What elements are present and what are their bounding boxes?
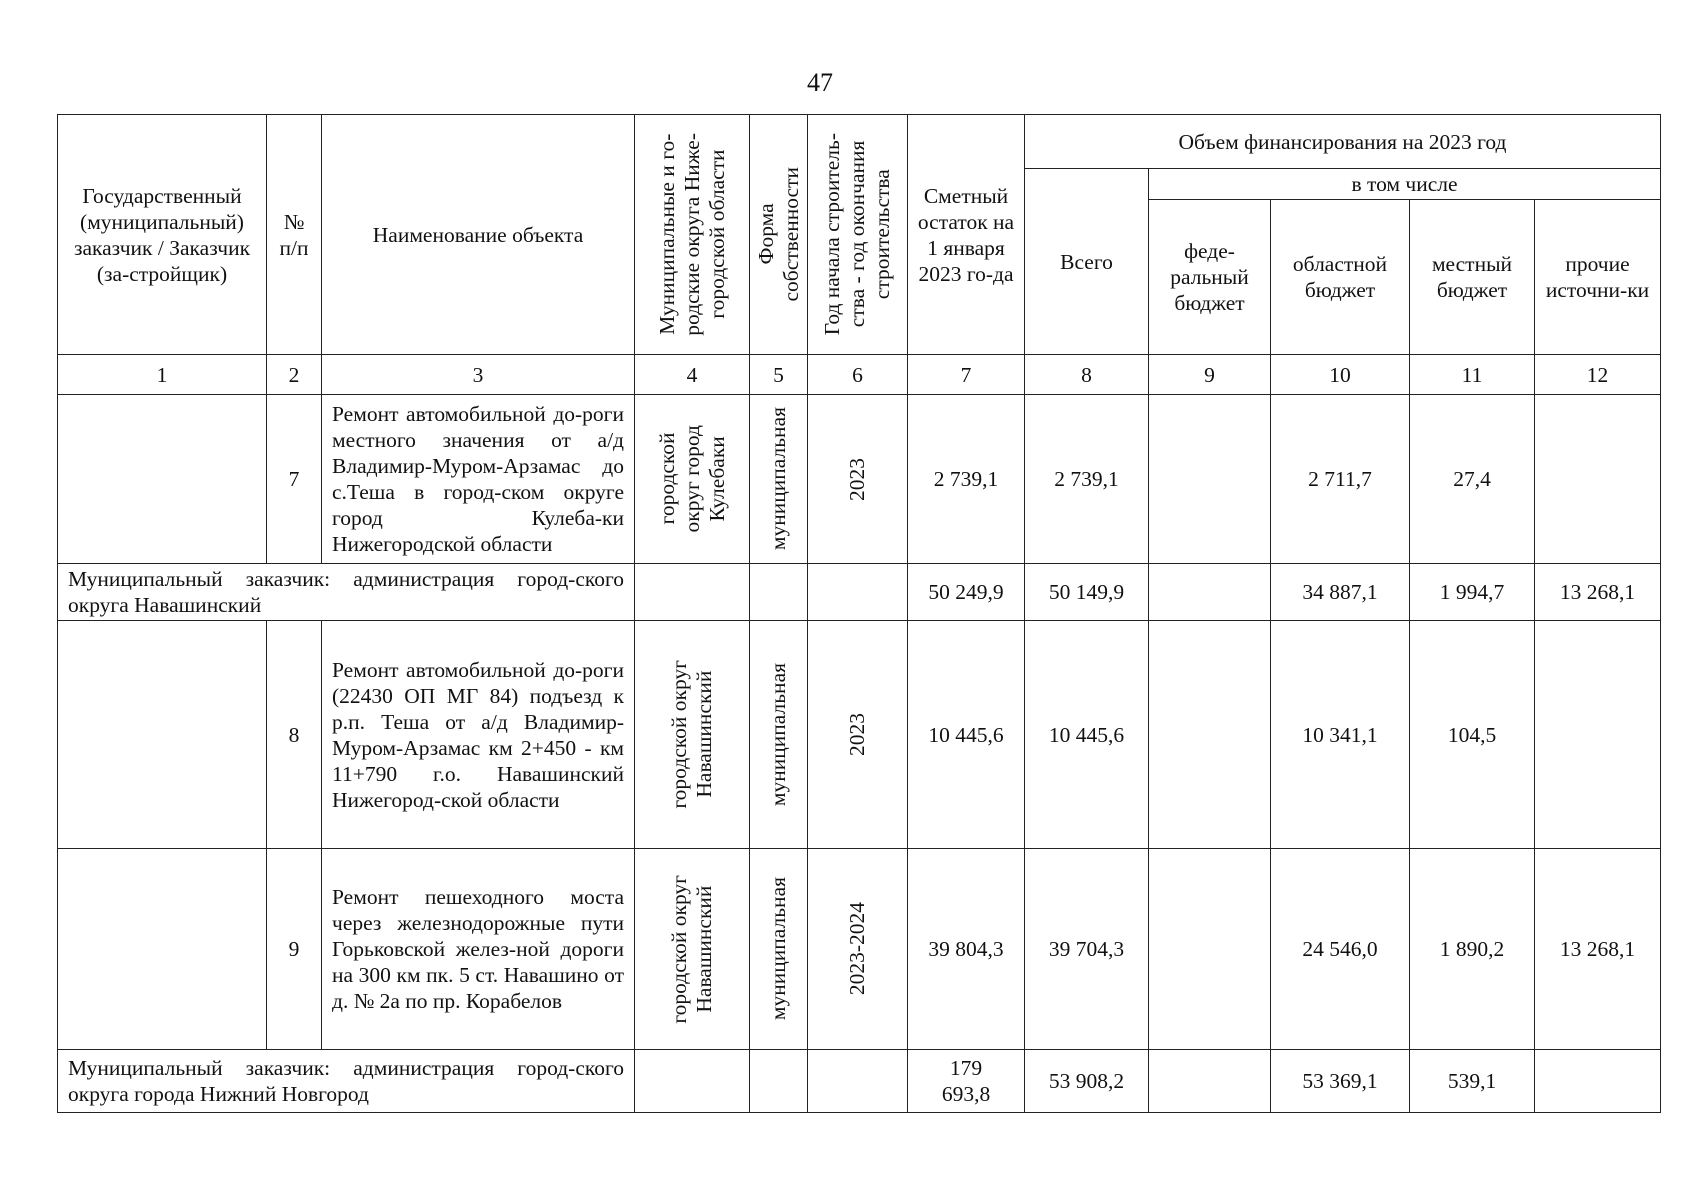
cell-customer	[58, 395, 267, 564]
cell-other: 13 268,1	[1535, 849, 1661, 1050]
cell-ownership	[750, 564, 808, 621]
cell-balance: 10 445,6	[908, 621, 1025, 849]
cell-ownership: муниципальная	[750, 849, 808, 1050]
cell-local: 539,1	[1410, 1050, 1535, 1113]
cell-municipality: городской округ Навашинский	[635, 621, 750, 849]
col-num: 5	[750, 355, 808, 395]
header-object-name: Наименование объекта	[322, 115, 635, 355]
cell-years: 2023-2024	[808, 849, 908, 1050]
cell-federal	[1149, 849, 1271, 1050]
cell-num: 9	[267, 849, 322, 1050]
cell-balance: 50 249,9	[908, 564, 1025, 621]
col-num: 9	[1149, 355, 1271, 395]
table-row	[58, 621, 1661, 849]
cell-years: 2023	[808, 621, 908, 849]
cell-balance: 2 739,1	[908, 395, 1025, 564]
cell-local: 27,4	[1410, 395, 1535, 564]
cell-regional: 10 341,1	[1271, 621, 1410, 849]
cell-object-name: Ремонт автомобильной до-роги местного значения от а/д Владимир-Муром-Арзамас до с.Теша в город-ском округе город Кулеба-ки Нижегородской области	[322, 395, 635, 564]
cell-local: 104,5	[1410, 621, 1535, 849]
header-ownership: Форма собственности	[750, 115, 808, 355]
cell-total: 53 908,2	[1025, 1050, 1149, 1113]
cell-num: 8	[267, 621, 322, 849]
header-including: в том числе	[1149, 169, 1661, 200]
col-num: 7	[908, 355, 1025, 395]
cell-local: 1 890,2	[1410, 849, 1535, 1050]
table-row	[58, 849, 1661, 1050]
header-customer: Государственный (муниципальный) заказчик / Заказчик (за-стройщик)	[58, 115, 267, 355]
header-other: прочие источни-ки	[1535, 200, 1661, 355]
cell-customer-name: Муниципальный заказчик: администрация город-ского округа Навашинский	[58, 564, 635, 621]
header-funding-group: Объем финансирования на 2023 год	[1025, 115, 1661, 169]
customer-row	[58, 564, 1661, 621]
cell-regional: 24 546,0	[1271, 849, 1410, 1050]
cell-federal	[1149, 564, 1271, 621]
cell-balance: 179 693,8	[908, 1050, 1025, 1113]
cell-regional: 2 711,7	[1271, 395, 1410, 564]
cell-total: 2 739,1	[1025, 395, 1149, 564]
header-local: местный бюджет	[1410, 200, 1535, 355]
col-num: 4	[635, 355, 750, 395]
col-num: 2	[267, 355, 322, 395]
cell-ownership	[750, 1050, 808, 1113]
cell-customer-name: Муниципальный заказчик: администрация город-ского округа города Нижний Новгород	[58, 1050, 635, 1113]
header-regional: областной бюджет	[1271, 200, 1410, 355]
funding-table	[57, 114, 1661, 1113]
header-row-1	[58, 115, 1661, 169]
table-row	[58, 395, 1661, 564]
cell-municipality	[635, 564, 750, 621]
cell-object-name: Ремонт автомобильной до-роги (22430 ОП МГ 84) подъезд к р.п. Теша от а/д Владимир-Муром-Арзамас км 2+450 - км 11+790 г.о. Навашинский Нижегород-ской области	[322, 621, 635, 849]
cell-num: 7	[267, 395, 322, 564]
cell-ownership: муниципальная	[750, 395, 808, 564]
cell-other	[1535, 1050, 1661, 1113]
cell-total: 50 149,9	[1025, 564, 1149, 621]
cell-customer	[58, 621, 267, 849]
cell-regional: 34 887,1	[1271, 564, 1410, 621]
cell-years	[808, 564, 908, 621]
header-num: № п/п	[267, 115, 322, 355]
cell-federal	[1149, 621, 1271, 849]
cell-other: 13 268,1	[1535, 564, 1661, 621]
cell-other	[1535, 621, 1661, 849]
header-total: Всего	[1025, 169, 1149, 355]
cell-ownership: муниципальная	[750, 621, 808, 849]
cell-municipality: городской округ Навашинский	[635, 849, 750, 1050]
col-num: 3	[322, 355, 635, 395]
header-years: Год начала строитель- ства - год окончания строительства	[808, 115, 908, 355]
cell-balance: 39 804,3	[908, 849, 1025, 1050]
col-num: 1	[58, 355, 267, 395]
cell-years	[808, 1050, 908, 1113]
page-number: 47	[807, 68, 833, 97]
customer-row	[58, 1050, 1661, 1113]
cell-federal	[1149, 395, 1271, 564]
column-numbers-row	[58, 355, 1661, 395]
cell-object-name: Ремонт пешеходного моста через железнодорожные пути Горьковской желез-ной дороги на 300 км пк. 5 ст. Навашино от д. № 2а по пр. Корабелов	[322, 849, 635, 1050]
header-federal: феде-ральный бюджет	[1149, 200, 1271, 355]
cell-regional: 53 369,1	[1271, 1050, 1410, 1113]
cell-local: 1 994,7	[1410, 564, 1535, 621]
cell-total: 10 445,6	[1025, 621, 1149, 849]
cell-municipality: городской округ город Кулебаки	[635, 395, 750, 564]
col-num: 10	[1271, 355, 1410, 395]
col-num: 8	[1025, 355, 1149, 395]
cell-customer	[58, 849, 267, 1050]
cell-municipality	[635, 1050, 750, 1113]
cell-federal	[1149, 1050, 1271, 1113]
header-balance: Сметный остаток на 1 января 2023 го-да	[908, 115, 1025, 355]
cell-years: 2023	[808, 395, 908, 564]
header-municipality: Муниципальные и го- родские округа Ниже- городской области	[635, 115, 750, 355]
col-num: 11	[1410, 355, 1535, 395]
cell-total: 39 704,3	[1025, 849, 1149, 1050]
col-num: 6	[808, 355, 908, 395]
cell-other	[1535, 395, 1661, 564]
col-num: 12	[1535, 355, 1661, 395]
